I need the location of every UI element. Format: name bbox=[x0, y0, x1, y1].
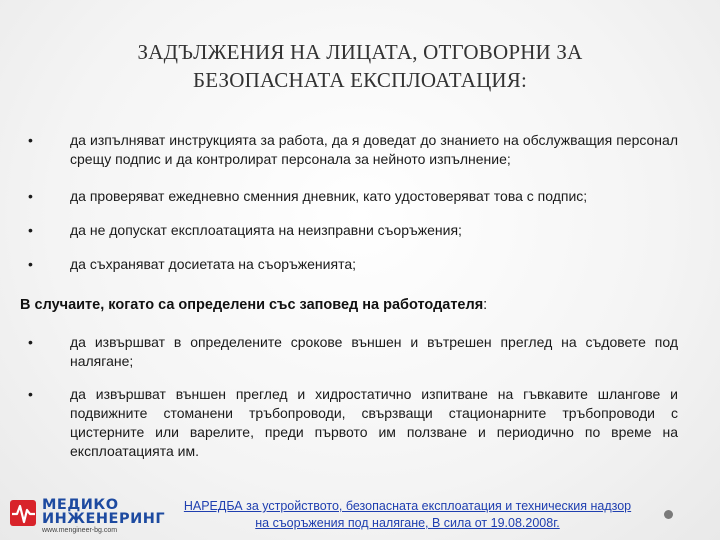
section-heading bbox=[20, 297, 680, 313]
decorative-dot-icon bbox=[664, 510, 673, 519]
bullet-text: да съхраняват досиетата на съоръженията; bbox=[70, 256, 356, 272]
bullet-text: да проверяват ежедневно сменния дневник, като удостоверяват това с подпис; bbox=[70, 188, 588, 204]
regulation-link[interactable] bbox=[150, 498, 665, 532]
bullet-text: да извършват в определените срокове външен и вътрешен преглед на съдовете под налягане; bbox=[70, 334, 678, 369]
section-heading-colon: : bbox=[483, 297, 488, 313]
list-item bbox=[28, 187, 678, 206]
list-item bbox=[28, 333, 678, 371]
bullet-list-top bbox=[28, 131, 678, 274]
regulation-link-line-2[interactable]: на съоръжения под налягане, В сила от 19.08.2008г. bbox=[255, 516, 560, 530]
title-line-1: ЗАДЪЛЖЕНИЯ НА ЛИЦАТА, ОТГОВОРНИ ЗА bbox=[137, 40, 583, 64]
bullet-text: да изпълняват инструкцията за работа, да я доведат до знанието на обслужващия персонал срещу подпис и да контролират персонала за нейното изпълнение; bbox=[70, 132, 678, 167]
logo-mark-icon bbox=[8, 496, 40, 528]
bullet-list-bottom bbox=[28, 333, 678, 461]
list-item bbox=[28, 255, 678, 274]
bullet-icon: • bbox=[28, 222, 33, 238]
list-item bbox=[28, 221, 678, 240]
section-heading-text: В случаите, когато са определени със заповед на работодателя bbox=[20, 297, 484, 313]
list-item bbox=[28, 131, 678, 169]
title-line-2: БЕЗОПАСНАТА ЕКСПЛОАТАЦИЯ: bbox=[192, 68, 528, 92]
bullet-icon: • bbox=[28, 188, 33, 204]
slide-title bbox=[60, 38, 660, 94]
regulation-link-line-1[interactable]: НАРЕДБА за устройството, безопасната експлоатация и техническия надзор bbox=[183, 499, 632, 513]
company-logo bbox=[8, 496, 166, 538]
bullet-icon: • bbox=[28, 256, 33, 272]
logo-word-2: ИНЖЕНЕРИНГ bbox=[42, 511, 166, 527]
bullet-text: да извършват външен преглед и хидростатично изпитване на гъвкавите шлангове и подвижните стоманени тръбопроводи, свързващи стационарните тръбопроводи с цистерните или варелите, преди първото им ползване и периодично по време на експлоатацията им. bbox=[70, 386, 678, 459]
bullet-icon: • bbox=[28, 386, 33, 402]
logo-word-1: МЕДИКО bbox=[42, 497, 119, 513]
list-item bbox=[28, 385, 678, 461]
logo-website: www.mengineer-bg.com bbox=[42, 527, 118, 534]
bullet-icon: • bbox=[28, 334, 33, 350]
bullet-text: да не допускат експлоатацията на неизправни съоръжения; bbox=[70, 222, 462, 238]
bullet-icon: • bbox=[28, 132, 33, 148]
